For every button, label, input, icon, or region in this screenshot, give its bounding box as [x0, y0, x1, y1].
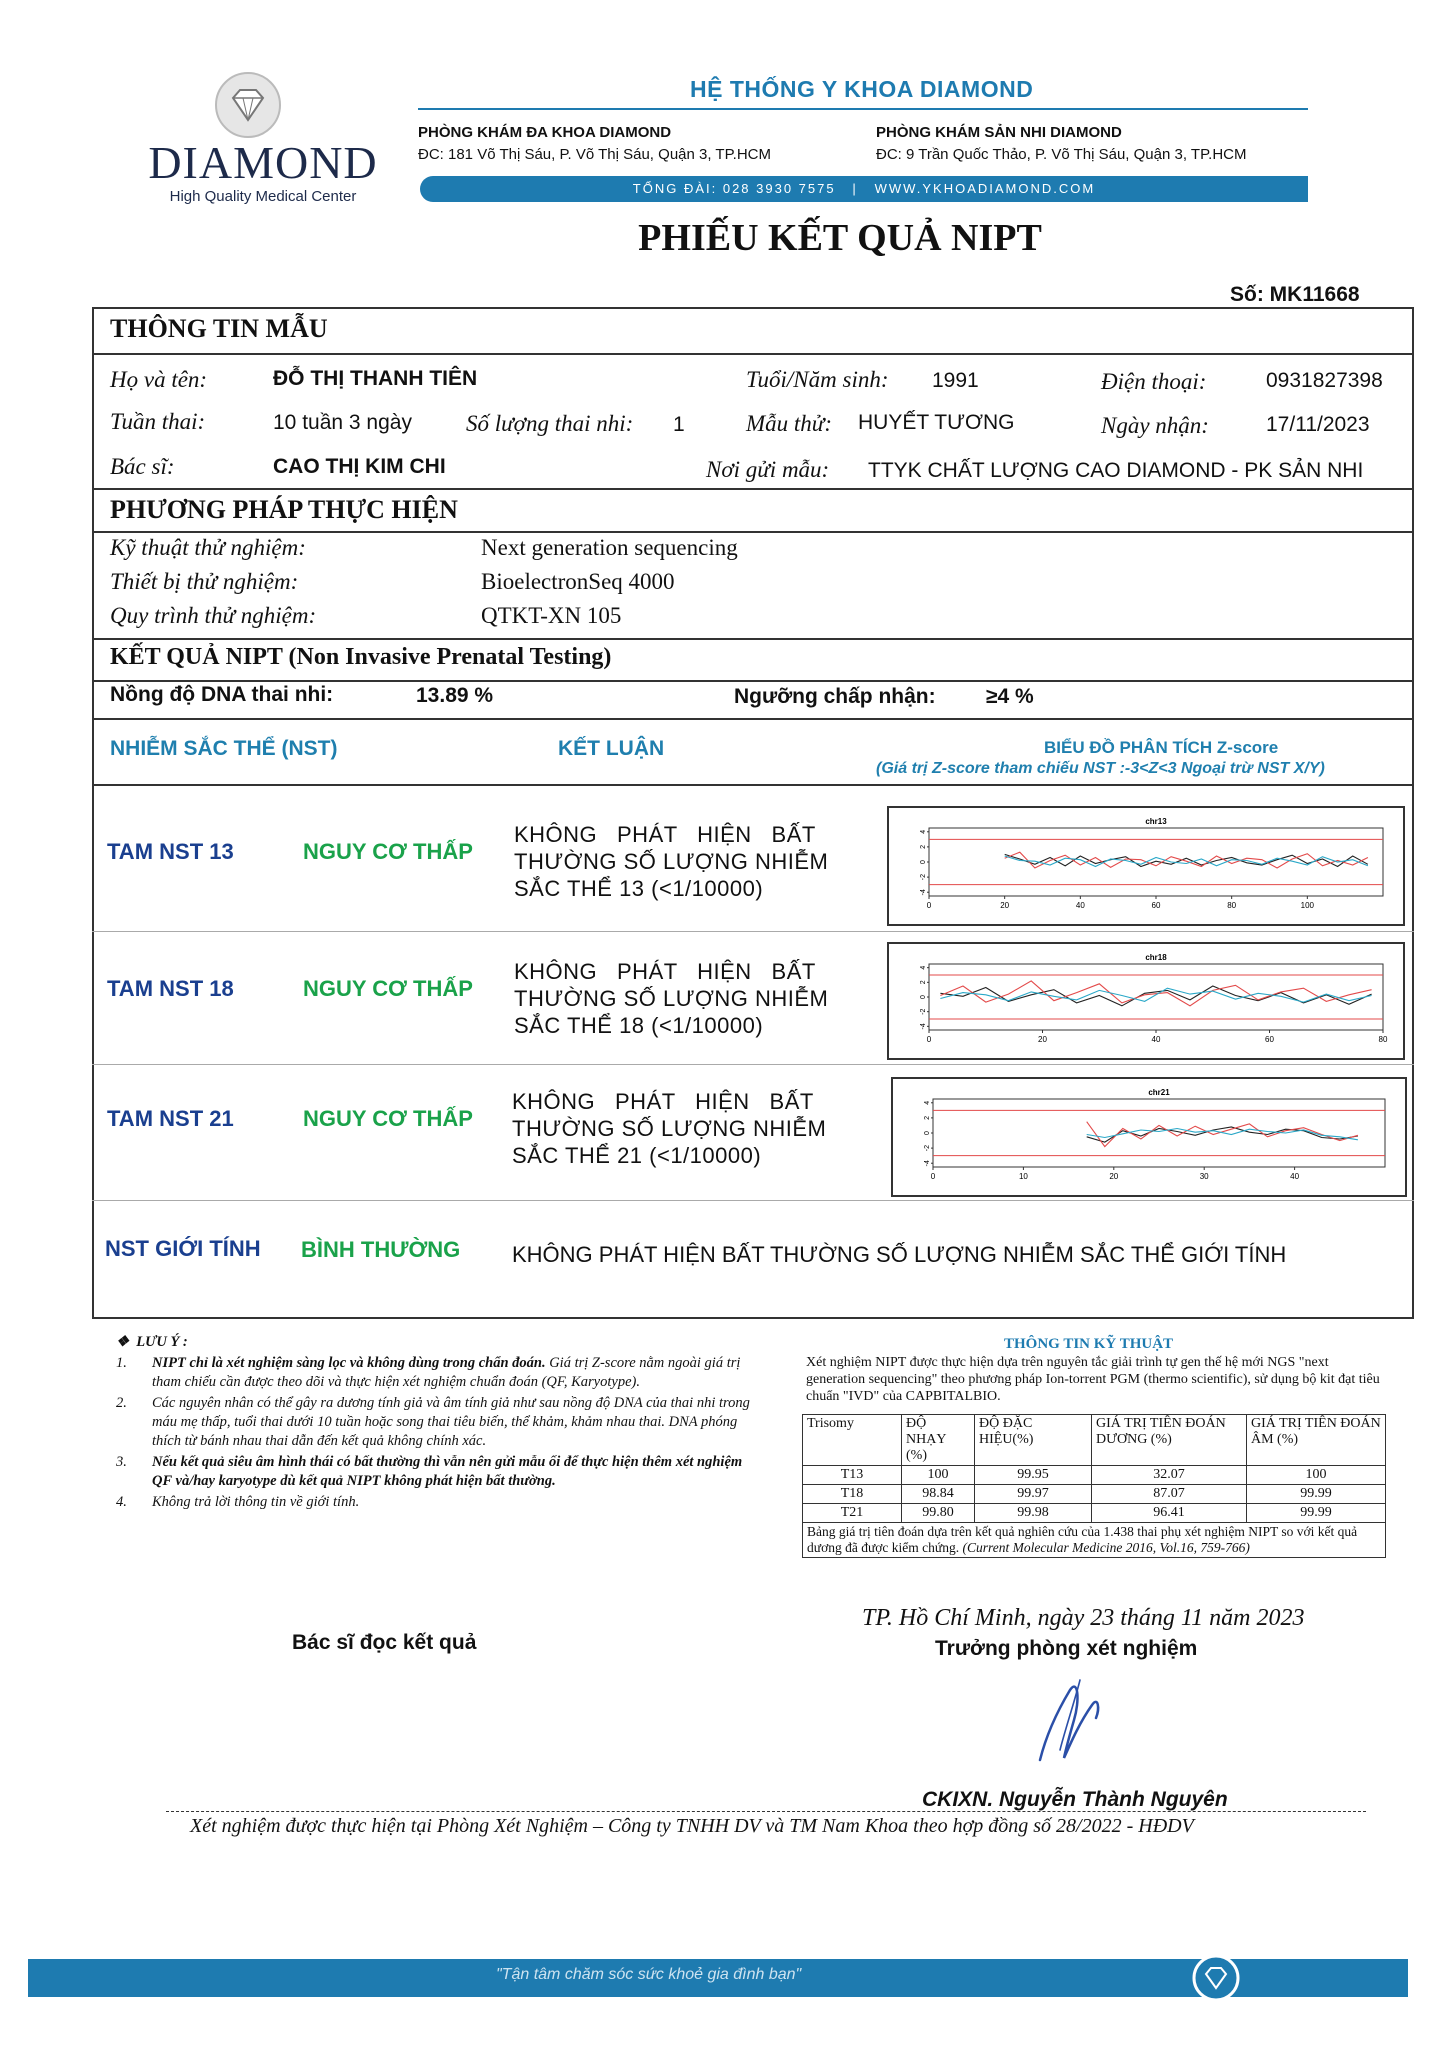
note-3	[116, 1453, 754, 1491]
table-cell: 99.98	[975, 1504, 1092, 1523]
divider	[92, 1064, 1414, 1065]
contract-line: Xét nghiệm được thực hiện tại Phòng Xét Nghiệm – Công ty TNHH DV và TM Nam Khoa theo hợp đồng số 28/2022 - HĐDV	[190, 1815, 1194, 1837]
table-cell: 99.95	[975, 1466, 1092, 1485]
table-cell: 96.41	[1092, 1504, 1247, 1523]
col-chart-title: BIỂU ĐỒ PHÂN TÍCH Z-score	[1044, 738, 1279, 757]
divider	[92, 488, 1414, 490]
name-value: ĐỖ THỊ THANH TIÊN	[273, 367, 478, 390]
logo-text: DIAMOND	[148, 137, 378, 188]
col-conclusion-header: KẾT LUẬN	[558, 737, 665, 760]
sender-value: TTYK CHẤT LƯỢNG CAO DIAMOND - PK SẢN NHI	[868, 459, 1364, 482]
plot-area	[929, 828, 1383, 896]
chr21-name: TAM NST 21	[107, 1106, 234, 1131]
footer-slogan: "Tận tâm chăm sóc sức khoẻ gia đình bạn"	[496, 1966, 802, 1983]
doctor-label: Bác sĩ:	[110, 454, 175, 479]
chr13-risk: NGUY CƠ THẤP	[303, 839, 473, 864]
hotline-bar	[420, 176, 1308, 202]
divider	[92, 784, 1414, 786]
x-tick-label: 20	[1038, 1035, 1047, 1044]
table-cell: T18	[803, 1485, 902, 1504]
x-tick-label: 40	[1151, 1035, 1161, 1044]
conclusion-line: SẮC THỂ 18 (<1/10000)	[514, 1013, 764, 1038]
table-header-cell: Trisomy	[803, 1415, 902, 1466]
table-footnote-cell	[803, 1523, 1386, 1558]
notes-title: ❖ LƯU Ý :	[116, 1334, 188, 1350]
device-label: Thiết bị thử nghiệm:	[110, 569, 299, 594]
chr13-conclusion	[514, 821, 828, 902]
reader-doctor-title: Bác sĩ đọc kết quả	[292, 1631, 477, 1654]
week-label: Tuần thai:	[110, 409, 206, 434]
tech-info-title: THÔNG TIN KỸ THUẬT	[1004, 1336, 1174, 1352]
result-title: KẾT QUẢ NIPT (Non Invasive Prenatal Testing)	[110, 644, 612, 670]
chr13-chart	[887, 806, 1405, 926]
note-4-text: Không trả lời thông tin về giới tính.	[152, 1494, 360, 1510]
fetal-fraction-value: 13.89 %	[416, 684, 494, 707]
table-cell: T21	[803, 1504, 902, 1523]
y-tick-label: 0	[920, 995, 927, 999]
week-value: 10 tuần 3 ngày	[273, 411, 412, 434]
table-header-cell: GIÁ TRỊ TIÊN ĐOÁN ÂM (%)	[1247, 1415, 1386, 1466]
header-rule	[418, 108, 1308, 110]
conclusion-line: THƯỜNG SỐ LƯỢNG NHIỄM	[512, 1116, 827, 1141]
table-cell: 100	[1247, 1466, 1386, 1485]
note-number: 3.	[116, 1454, 127, 1470]
y-tick-label: 2	[920, 980, 927, 985]
procedure-value: QTKT-XN 105	[481, 603, 622, 628]
col-chart-subtitle: (Giá trị Z-score tham chiếu NST :-3<Z<3 Ngoại trừ NST X/Y)	[876, 760, 1325, 777]
note-number: 4.	[116, 1494, 127, 1510]
conclusion-line: THƯỜNG SỐ LƯỢNG NHIỄM	[514, 986, 829, 1011]
conclusion-line: KHÔNG PHÁT HIỆN BẤT	[514, 959, 816, 984]
sex-chromosome-risk: BÌNH THƯỜNG	[301, 1237, 461, 1262]
chr13-zscore-chart	[889, 808, 1403, 924]
col-chromosome-header: NHIỄM SẮC THỂ (NST)	[110, 737, 338, 760]
divider	[92, 718, 1414, 720]
y-tick-label: -4	[920, 1023, 927, 1030]
conclusion-line: KHÔNG PHÁT HIỆN BẤT	[514, 822, 816, 847]
table-header-cell: ĐỘ ĐẶC HIỆU(%)	[975, 1415, 1092, 1466]
sex-chromosome-name: NST GIỚI TÍNH	[105, 1236, 261, 1261]
signer-name: CKIXN. Nguyễn Thành Nguyên	[922, 1788, 1228, 1811]
hotline-text: TỔNG ĐÀI: 028 3930 7575 | WWW.YKHOADIAMOND.COM	[632, 181, 1096, 196]
chr18-zscore-chart	[889, 944, 1403, 1058]
x-tick-label: 100	[1300, 901, 1315, 910]
sender-label: Nơi gửi mẫu:	[706, 457, 830, 482]
date-line: TP. Hồ Chí Minh, ngày 23 tháng 11 năm 2023	[862, 1605, 1305, 1631]
fetus-count-value: 1	[673, 413, 685, 436]
name-label: Họ và tên:	[110, 367, 208, 392]
system-title: HỆ THỐNG Y KHOA DIAMOND	[690, 76, 1034, 102]
series-line	[1087, 1129, 1358, 1140]
conclusion-line: SẮC THỂ 21 (<1/10000)	[512, 1143, 762, 1168]
chr18-conclusion	[514, 958, 828, 1039]
received-value: 17/11/2023	[1266, 413, 1370, 436]
sample-value: HUYẾT TƯƠNG	[858, 411, 1015, 434]
table-header-cell: GIÁ TRỊ TIÊN ĐOÁN DƯƠNG (%)	[1092, 1415, 1247, 1466]
y-tick-label: -4	[924, 1160, 931, 1167]
footer-dashed-line	[166, 1811, 1366, 1812]
logo-subtitle: High Quality Medical Center	[169, 188, 357, 205]
device-value: BioelectronSeq 4000	[481, 569, 675, 594]
x-tick-label: 60	[1151, 901, 1161, 910]
divider	[92, 531, 1414, 533]
phone-value: 0931827398	[1266, 369, 1383, 392]
table-footnote: Bảng giá trị tiên đoán dựa trên kết quả nghiên cứu của 1.438 thai phụ xét nghiệm NIPT so với kết quả dương đã được kiểm chứng.	[807, 1524, 1358, 1555]
x-tick-label: 40	[1290, 1172, 1300, 1181]
diamond-logo-icon	[213, 70, 283, 140]
series-line	[940, 986, 1371, 1006]
table-cell: 99.99	[1247, 1504, 1386, 1523]
table-header-cell: ĐỘ NHẠY (%)	[902, 1415, 975, 1466]
signature-icon	[1020, 1660, 1130, 1770]
table-cell: 100	[902, 1466, 975, 1485]
y-tick-label: 4	[920, 829, 927, 834]
chr21-zscore-chart	[893, 1079, 1405, 1195]
note-1-bold: NIPT chỉ là xét nghiệm sàng lọc và không dùng trong chẩn đoán.	[152, 1355, 546, 1371]
tech-info-intro: Xét nghiệm NIPT được thực hiện dựa trên nguyên tắc giải trình tự gen thế hệ mới NGS "next generation sequencing" theo phương pháp Ion-torrent PGM (thermo scientific), sử dụng bộ kit đạt tiêu chuẩn "IVD" của CAPBITALBIO.	[806, 1355, 1380, 1404]
table-row	[803, 1504, 1386, 1523]
sample-info-title: THÔNG TIN MẪU	[110, 314, 328, 343]
fetus-count-label: Số lượng thai nhi:	[466, 411, 634, 436]
plot-area	[929, 964, 1383, 1030]
y-tick-label: -4	[920, 889, 927, 896]
note-1-text: Giá trị Z-score nằm ngoài giá trị tham chiếu cần được theo dõi và thực hiện xét nghiệm chuẩn đoán (QF, Karyotype).	[152, 1355, 741, 1390]
chart-title: chr21	[1148, 1088, 1170, 1097]
chr18-risk: NGUY CƠ THẤP	[303, 976, 473, 1001]
note-number: 1.	[116, 1355, 127, 1371]
report-title: PHIẾU KẾT QUẢ NIPT	[638, 217, 1042, 259]
sex-chromosome-conclusion: KHÔNG PHÁT HIỆN BẤT THƯỜNG SỐ LƯỢNG NHIỄM SẮC THỂ GIỚI TÍNH	[512, 1242, 1287, 1267]
x-tick-label: 20	[1000, 901, 1010, 910]
method-title: PHƯƠNG PHÁP THỰC HIỆN	[110, 495, 458, 524]
chart-title: chr18	[1145, 953, 1167, 962]
technique-value: Next generation sequencing	[481, 535, 738, 560]
lab-head-title: Trưởng phòng xét nghiệm	[935, 1637, 1198, 1660]
x-tick-label: 80	[1378, 1035, 1388, 1044]
y-tick-label: 2	[924, 1115, 931, 1120]
divider	[92, 680, 1414, 682]
table-cell: 99.99	[1247, 1485, 1386, 1504]
clinic1-name: PHÒNG KHÁM ĐA KHOA DIAMOND	[418, 124, 672, 141]
chr21-conclusion	[512, 1088, 826, 1169]
note-2-text: Các nguyên nhân có thể gây ra dương tính giả và âm tính giả như sau nồng độ DNA của thai nhi trong máu mẹ thấp, tuổi thai dưới 10 tuần hoặc song thai tiêu biến, thể khảm, khảm nhau thai. DNA phóng thích từ bánh nhau thai dẫn đến kết quả không chính xác.	[152, 1395, 750, 1449]
y-tick-label: 0	[924, 1131, 931, 1135]
x-tick-label: 30	[1199, 1172, 1209, 1181]
technique-label: Kỹ thuật thử nghiệm:	[110, 535, 306, 560]
table-citation: (Current Molecular Medicine 2016, Vol.16, 759-766)	[962, 1540, 1250, 1555]
conclusion-line: KHÔNG PHÁT HIỆN BẤT	[512, 1089, 814, 1114]
note-2	[116, 1394, 754, 1451]
table-cell: T13	[803, 1466, 902, 1485]
y-tick-label: -2	[924, 1144, 931, 1152]
x-tick-label: 40	[1075, 901, 1085, 910]
procedure-label: Quy trình thử nghiệm:	[110, 603, 317, 628]
x-tick-label: 60	[1265, 1035, 1274, 1044]
doctor-value: CAO THỊ KIM CHI	[273, 455, 446, 478]
y-tick-label: 4	[924, 1100, 931, 1105]
sample-label: Mẫu thử:	[746, 411, 833, 436]
clinic2-name: PHÒNG KHÁM SẢN NHI DIAMOND	[876, 124, 1122, 141]
y-tick-label: 0	[920, 860, 927, 864]
note-1	[116, 1354, 754, 1392]
logo	[138, 70, 388, 210]
x-tick-label: 0	[930, 1172, 936, 1181]
table-footnote-row	[803, 1523, 1386, 1558]
table-row	[803, 1485, 1386, 1504]
table-cell: 98.84	[902, 1485, 975, 1504]
threshold-value: ≥4 %	[986, 685, 1034, 708]
table-header-row	[803, 1415, 1386, 1466]
table-cell: 32.07	[1092, 1466, 1247, 1485]
chr18-chart	[887, 942, 1405, 1060]
table-cell: 99.80	[902, 1504, 975, 1523]
table-row	[803, 1466, 1386, 1485]
note-4	[116, 1493, 754, 1512]
conclusion-line: THƯỜNG SỐ LƯỢNG NHIỄM	[514, 849, 829, 874]
chart-title: chr13	[1145, 817, 1167, 826]
chr21-risk: NGUY CƠ THẤP	[303, 1106, 473, 1131]
conclusion-line: SẮC THỂ 13 (<1/10000)	[514, 876, 764, 901]
chr13-name: TAM NST 13	[107, 839, 234, 864]
tech-table	[802, 1414, 1386, 1558]
divider	[92, 353, 1414, 355]
y-tick-label: 4	[920, 965, 927, 970]
age-label: Tuổi/Năm sinh:	[746, 367, 889, 392]
divider	[92, 931, 1414, 932]
x-tick-label: 80	[1227, 901, 1237, 910]
x-tick-label: 20	[1109, 1172, 1119, 1181]
y-tick-label: -2	[920, 1008, 927, 1015]
table-cell: 99.97	[975, 1485, 1092, 1504]
notes-block	[116, 1333, 754, 1512]
notes-title-text: LƯU Ý :	[136, 1334, 188, 1350]
threshold-label: Ngưỡng chấp nhận:	[734, 685, 936, 708]
received-label: Ngày nhận:	[1101, 413, 1209, 438]
divider	[92, 638, 1414, 640]
x-tick-label: 0	[926, 1035, 932, 1044]
x-tick-label: 0	[926, 901, 932, 910]
report-number: Số: MK11668	[1230, 283, 1360, 306]
clinic1-address: ĐC: 181 Võ Thị Sáu, P. Võ Thị Sáu, Quận 3, TP.HCM	[418, 146, 771, 163]
tech-table-wrap	[802, 1414, 1386, 1558]
note-number: 2.	[116, 1395, 127, 1411]
phone-label: Điện thoại:	[1101, 369, 1207, 394]
table-cell: 87.07	[1092, 1485, 1247, 1504]
x-tick-label: 10	[1018, 1172, 1028, 1181]
age-value: 1991	[932, 369, 979, 392]
fetal-fraction-label: Nồng độ DNA thai nhi:	[110, 683, 334, 706]
y-tick-label: 2	[920, 844, 927, 849]
chr21-chart	[891, 1077, 1407, 1197]
clinic2-address: ĐC: 9 Trần Quốc Thảo, P. Võ Thị Sáu, Quận 3, TP.HCM	[876, 146, 1247, 163]
footer-diamond-icon	[1190, 1952, 1242, 2004]
chr18-name: TAM NST 18	[107, 976, 234, 1001]
y-tick-label: -2	[920, 873, 927, 881]
note-3-bold: Nếu kết quả siêu âm hình thái có bất thường thì vẫn nên gửi mẫu ối để thực hiện thêm xét nghiệm QF và/hay karyotype dù kết quả NIPT không phát hiện bất thường.	[152, 1454, 743, 1489]
divider	[92, 1200, 1414, 1201]
series-line	[1005, 852, 1368, 868]
